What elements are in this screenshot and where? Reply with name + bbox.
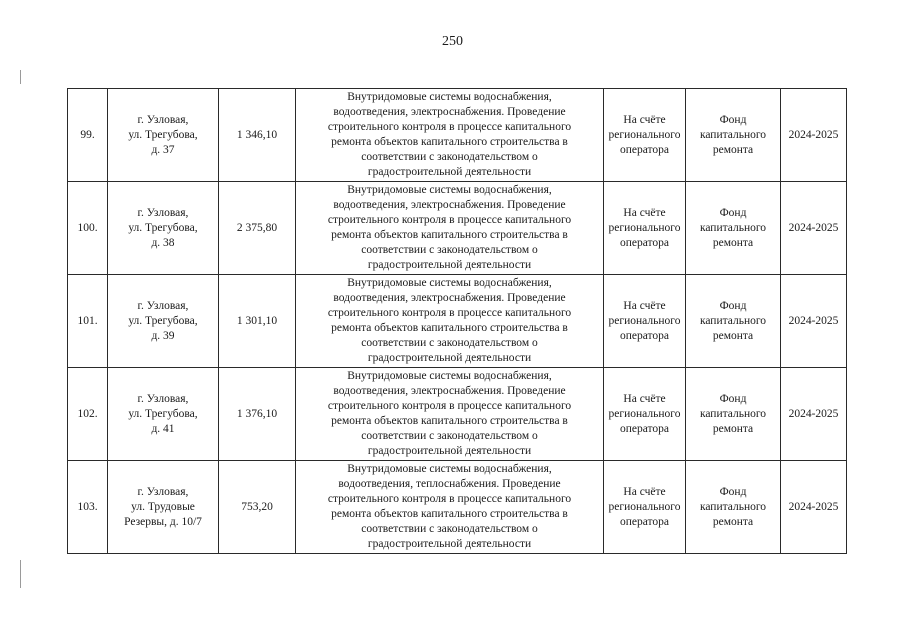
works-line: соответствии с законодательством о: [361, 244, 538, 256]
area-cell: 1 346,10: [219, 89, 296, 182]
source-line: капитального: [699, 500, 767, 513]
works-line: ремонта объектов капитального строительства в: [331, 136, 568, 148]
method-line: На счёте: [623, 392, 666, 405]
method-line: регионального: [608, 314, 681, 327]
works-line: строительного контроля в процессе капитального: [327, 400, 572, 412]
works-line: соответствии с законодательством о: [361, 151, 538, 163]
address-line: г. Узловая,: [137, 299, 189, 312]
method-line: оператора: [619, 515, 670, 528]
source-line: Фонд: [719, 299, 747, 312]
margin-mark: [20, 70, 21, 84]
source-line: Фонд: [719, 392, 747, 405]
works-cell: [296, 368, 604, 461]
method-line: На счёте: [623, 299, 666, 312]
works-line: строительного контроля в процессе капитального: [327, 214, 572, 226]
address-line: Резервы, д. 10/7: [124, 515, 202, 528]
period-cell: 2024-2025: [781, 461, 847, 554]
margin-mark: [20, 560, 21, 588]
source-cell: [686, 182, 781, 275]
works-line: Внутридомовые системы водоснабжения,: [347, 370, 552, 382]
works-line: водоотведения, теплоснабжения. Проведение: [338, 478, 561, 490]
method-line: регионального: [608, 221, 681, 234]
row-number-cell: 103.: [68, 461, 108, 554]
method-line: оператора: [619, 329, 670, 342]
area-cell: 753,20: [219, 461, 296, 554]
works-line: Внутридомовые системы водоснабжения,: [347, 91, 552, 103]
method-cell: [604, 89, 686, 182]
period-cell: 2024-2025: [781, 275, 847, 368]
address-line: ул. Трегубова,: [128, 314, 198, 327]
method-cell: [604, 368, 686, 461]
area-cell: 1 301,10: [219, 275, 296, 368]
table-row: [68, 182, 847, 275]
source-line: капитального: [699, 221, 767, 234]
period-cell: 2024-2025: [781, 89, 847, 182]
period-cell: 2024-2025: [781, 182, 847, 275]
source-line: ремонта: [712, 143, 754, 156]
source-line: капитального: [699, 314, 767, 327]
works-cell: [296, 182, 604, 275]
method-line: регионального: [608, 128, 681, 141]
method-cell: [604, 182, 686, 275]
address-cell: [108, 89, 219, 182]
row-number-cell: 102.: [68, 368, 108, 461]
page-number: 250: [442, 34, 463, 49]
address-line: д. 39: [151, 329, 175, 342]
capital-repair-table: [67, 88, 847, 554]
works-line: Внутридомовые системы водоснабжения,: [347, 184, 552, 196]
row-number-cell: 101.: [68, 275, 108, 368]
source-line: капитального: [699, 128, 767, 141]
table-row: [68, 275, 847, 368]
works-line: строительного контроля в процессе капитального: [327, 121, 572, 133]
works-line: ремонта объектов капитального строительства в: [331, 322, 568, 334]
works-line: ремонта объектов капитального строительства в: [331, 229, 568, 241]
works-line: водоотведения, электроснабжения. Проведение: [333, 199, 566, 211]
works-line: градостроительной деятельности: [367, 259, 532, 271]
table-row: [68, 89, 847, 182]
source-line: Фонд: [719, 113, 747, 126]
works-line: ремонта объектов капитального строительства в: [331, 508, 568, 520]
source-line: ремонта: [712, 236, 754, 249]
works-line: строительного контроля в процессе капитального: [327, 493, 572, 505]
works-line: соответствии с законодательством о: [361, 523, 538, 535]
address-line: ул. Трегубова,: [128, 221, 198, 234]
source-cell: [686, 275, 781, 368]
source-line: Фонд: [719, 485, 747, 498]
address-line: ул. Трегубова,: [128, 407, 198, 420]
address-line: ул. Трегубова,: [128, 128, 198, 141]
method-cell: [604, 461, 686, 554]
address-line: д. 37: [151, 143, 175, 156]
address-cell: [108, 182, 219, 275]
address-line: г. Узловая,: [137, 113, 189, 126]
works-line: градостроительной деятельности: [367, 445, 532, 457]
method-cell: [604, 275, 686, 368]
area-cell: 2 375,80: [219, 182, 296, 275]
works-cell: [296, 89, 604, 182]
method-line: регионального: [608, 500, 681, 513]
works-line: соответствии с законодательством о: [361, 337, 538, 349]
row-number-cell: 100.: [68, 182, 108, 275]
table-row: [68, 368, 847, 461]
row-number-cell: 99.: [68, 89, 108, 182]
method-line: На счёте: [623, 485, 666, 498]
address-cell: [108, 461, 219, 554]
works-line: водоотведения, электроснабжения. Проведение: [333, 106, 566, 118]
method-line: оператора: [619, 236, 670, 249]
source-line: ремонта: [712, 329, 754, 342]
works-line: градостроительной деятельности: [367, 352, 532, 364]
method-line: На счёте: [623, 113, 666, 126]
address-line: г. Узловая,: [137, 206, 189, 219]
works-line: соответствии с законодательством о: [361, 430, 538, 442]
address-line: г. Узловая,: [137, 392, 189, 405]
works-line: Внутридомовые системы водоснабжения,: [347, 463, 552, 475]
method-line: регионального: [608, 407, 681, 420]
source-line: капитального: [699, 407, 767, 420]
works-cell: [296, 275, 604, 368]
works-line: ремонта объектов капитального строительства в: [331, 415, 568, 427]
source-line: Фонд: [719, 206, 747, 219]
works-line: градостроительной деятельности: [367, 538, 532, 550]
address-cell: [108, 275, 219, 368]
address-line: г. Узловая,: [137, 485, 189, 498]
source-cell: [686, 368, 781, 461]
works-line: водоотведения, электроснабжения. Проведение: [333, 292, 566, 304]
source-cell: [686, 461, 781, 554]
table-body: [68, 89, 847, 554]
source-cell: [686, 89, 781, 182]
address-line: д. 41: [151, 422, 175, 435]
period-cell: 2024-2025: [781, 368, 847, 461]
works-line: градостроительной деятельности: [367, 166, 532, 178]
works-line: водоотведения, электроснабжения. Проведение: [333, 385, 566, 397]
source-line: ремонта: [712, 422, 754, 435]
address-line: ул. Трудовые: [131, 500, 195, 513]
area-cell: 1 376,10: [219, 368, 296, 461]
method-line: оператора: [619, 422, 670, 435]
table-row: [68, 461, 847, 554]
address-cell: [108, 368, 219, 461]
method-line: На счёте: [623, 206, 666, 219]
works-line: Внутридомовые системы водоснабжения,: [347, 277, 552, 289]
works-cell: [296, 461, 604, 554]
method-line: оператора: [619, 143, 670, 156]
works-line: строительного контроля в процессе капитального: [327, 307, 572, 319]
address-line: д. 38: [151, 236, 175, 249]
source-line: ремонта: [712, 515, 754, 528]
